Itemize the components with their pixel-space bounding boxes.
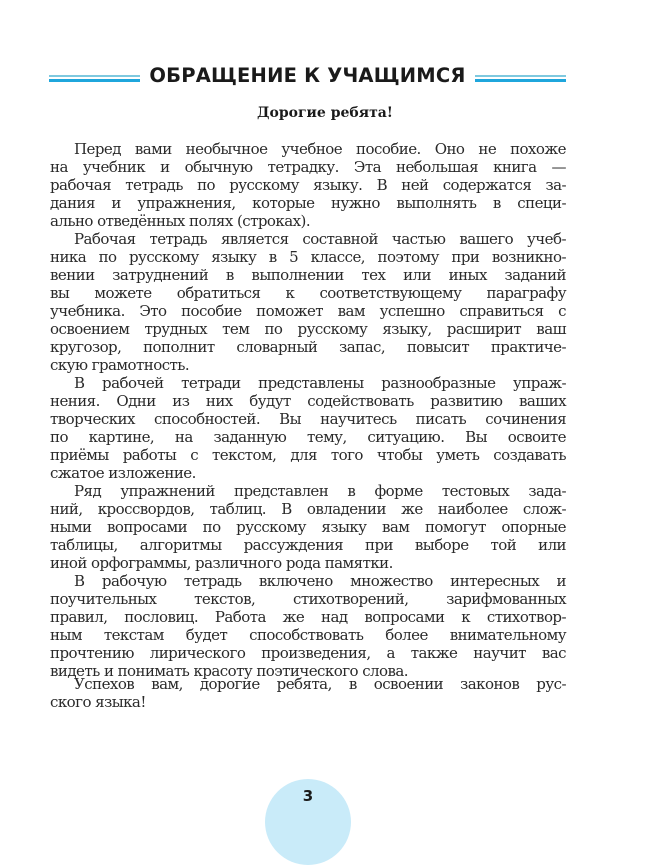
text-line: ально отведённых полях (строках). [50,212,311,230]
text-line: творческих способностей. Вы научитесь писать сочинения [50,410,566,428]
text-line: нения. Одни из них будут содействовать развитию ваших [50,392,566,410]
paragraph-4 [50,482,566,572]
text-line: освоением трудных тем по русскому языку, расширит ваш [50,320,566,338]
text-line: рабочая тетрадь по русскому языку. В ней содержатся за- [50,176,566,194]
rule-thick-line [49,79,140,82]
decorative-rule-right [475,75,566,83]
text-line: правил, пословиц. Работа же над вопросами к стихотвор- [50,608,566,626]
text-line: В рабочей тетради представлены разнообразные упраж- [74,374,566,392]
text-line: по картине, на заданную тему, ситуацию. Вы освоите [50,428,566,446]
text-line: ными вопросами по русскому языку вам помогут опорные [50,518,566,536]
closing-paragraph [50,675,566,711]
paragraph-5 [50,572,566,680]
text-line: учебника. Это пособие поможет вам успешно справиться с [50,302,566,320]
decorative-rule-left [49,75,140,83]
text-line: ского языка! [50,693,146,711]
paragraph-2 [50,230,566,374]
text-line: скую грамотность. [50,356,190,374]
text-line: таблицы, алгоритмы рассуждения при выборе той или [50,536,566,554]
text-line: сжатое изложение. [50,464,196,482]
paragraph-3 [50,374,566,482]
paragraph-1 [50,140,566,230]
salutation: Дорогие ребята! [257,105,393,121]
text-line: Рабочая тетрадь является составной частью вашего учеб- [74,230,566,248]
body-text [50,140,566,680]
section-header [0,60,650,96]
text-line: на учебник и обычную тетрадку. Эта небольшая книга — [50,158,566,176]
text-line: иной орфограммы, различного рода памятки. [50,554,393,572]
text-line: ний, кроссвордов, таблиц. В овладении же наиболее слож- [50,500,566,518]
text-line: поучительных текстов, стихотворений, зарифмованных [50,590,566,608]
rule-thick-line [475,79,566,82]
text-line: вы можете обратиться к соответствующему параграфу [50,284,566,302]
text-line: видеть и понимать красоту поэтического слова. [50,662,409,680]
text-line: Ряд упражнений представлен в форме тестовых зада- [74,482,566,500]
rule-thin-line [475,75,566,77]
text-line: прочтению лирического произведения, а также научит вас [50,644,566,662]
page-number: 3 [302,787,314,805]
page-number-badge [265,779,351,865]
page-title: ОБРАЩЕНИЕ К УЧАЩИМСЯ [149,64,466,87]
text-line: вении затруднений в выполнении тех или иных заданий [50,266,566,284]
text-line: дания и упражнения, которые нужно выполнять в специ- [50,194,566,212]
text-line: В рабочую тетрадь включено множество интересных и [74,572,566,590]
text-line: Перед вами необычное учебное пособие. Оно не похоже [74,140,566,158]
text-line: кругозор, пополнит словарный запас, повысит практиче- [50,338,566,356]
text-line: ным текстам будет способствовать более внимательному [50,626,566,644]
text-line: приёмы работы с текстом, для того чтобы уметь создавать [50,446,566,464]
rule-thin-line [49,75,140,77]
text-line: ника по русскому языку в 5 классе, поэтому при возникно- [50,248,566,266]
text-line: Успехов вам, дорогие ребята, в освоении законов рус- [74,675,566,693]
